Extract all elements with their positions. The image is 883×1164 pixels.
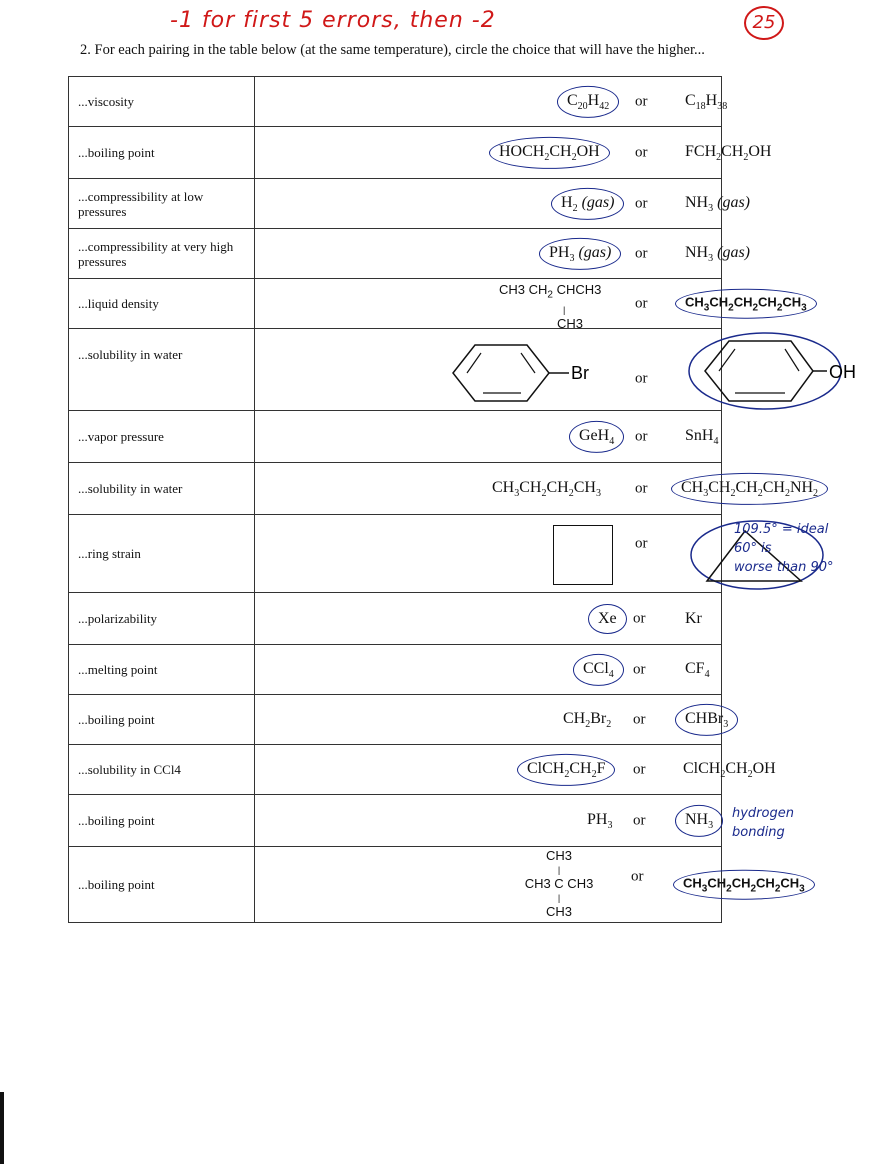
or-label: or <box>635 370 648 387</box>
left-choice[interactable]: $H_2$ (gas) <box>551 187 624 219</box>
hydroxyl-label: OH <box>829 362 856 382</box>
left-choice[interactable]: $CH_3CH_2CH_2CH_3$ <box>492 478 601 499</box>
choice-cell <box>255 645 722 695</box>
right-choice[interactable]: $CH_3CH_2CH_2CH_2CH_3$ <box>675 288 817 319</box>
phenol-structure[interactable] <box>683 331 883 411</box>
or-label: or <box>635 195 648 211</box>
property-label: ...solubility in water <box>69 463 255 515</box>
choice-cell <box>255 127 772 179</box>
left-choice[interactable]: CH3 $CH_2$ CHCH3 | CH3 <box>499 282 602 331</box>
right-choice[interactable]: Kr <box>685 609 702 627</box>
left-choice[interactable]: $PH_3$ <box>587 810 613 831</box>
table-row <box>69 795 722 847</box>
table-row <box>69 645 722 695</box>
table-row <box>69 745 722 795</box>
note-line: worse than 90° <box>734 560 834 575</box>
property-label: ...solubility in CCl4 <box>69 745 255 795</box>
right-choice[interactable]: $NH_3$ <box>675 804 723 836</box>
ring-strain-note <box>734 520 842 577</box>
table-row <box>69 77 722 127</box>
choice-cell <box>255 77 728 127</box>
note-line: 109.5° = ideal <box>734 522 829 537</box>
table-row <box>69 593 722 645</box>
grading-note: -1 for first 5 errors, then -2 <box>170 8 496 33</box>
or-label: or <box>633 711 646 727</box>
bromine-label: Br <box>571 363 589 383</box>
choice-cell <box>255 411 722 463</box>
or-label: or <box>635 144 648 160</box>
right-choice[interactable]: $CH_3CH_2CH_2CH_2CH_3$ <box>673 869 815 900</box>
choice-cell <box>255 279 807 331</box>
or-label: or <box>633 661 646 677</box>
choice-cell <box>255 463 819 515</box>
choice-cell <box>255 515 722 593</box>
left-choice[interactable]: CCl$_4$ <box>573 653 624 685</box>
table-row <box>69 127 722 179</box>
right-choice[interactable]: $NH_3$ (gas) <box>685 243 750 264</box>
left-choice[interactable]: $HOCH_2CH_2OH$ <box>489 136 610 168</box>
choice-cell <box>255 695 729 745</box>
right-choice[interactable]: $FCH_2CH_2OH$ <box>685 142 772 163</box>
or-label: or <box>635 428 648 444</box>
right-choice[interactable]: $CH_3CH_2CH_2CH_2NH_2$ <box>671 472 828 504</box>
right-choice[interactable]: $ClCH_2CH_2OH$ <box>683 759 776 780</box>
right-choice[interactable]: $NH_3$ (gas) <box>685 193 750 214</box>
choice-cell <box>255 795 722 847</box>
property-label: ...liquid density <box>69 279 255 329</box>
property-label: ...vapor pressure <box>69 411 255 463</box>
note-line: hydrogen <box>732 806 794 821</box>
left-choice[interactable]: $PH_3$ (gas) <box>539 237 621 269</box>
or-label: or <box>633 812 646 828</box>
choice-cell <box>255 745 776 795</box>
or-label: or <box>633 761 646 777</box>
property-label: ...melting point <box>69 645 255 695</box>
property-label: ...polarizability <box>69 593 255 645</box>
or-label: or <box>635 245 648 261</box>
property-label: ...solubility in water <box>69 329 255 411</box>
table-row <box>69 847 722 923</box>
property-label: ...boiling point <box>69 847 255 923</box>
property-label: ...viscosity <box>69 77 255 127</box>
table-row <box>69 695 722 745</box>
right-choice[interactable]: $CF_4$ <box>685 659 710 680</box>
left-choice[interactable]: $C_{20}H_{42}$ <box>557 85 619 117</box>
table-row <box>69 329 722 411</box>
choice-cell <box>255 179 750 229</box>
choice-cell <box>255 329 856 411</box>
table-row <box>69 411 722 463</box>
table-row <box>69 229 722 279</box>
table-row <box>69 515 722 593</box>
property-label: ...boiling point <box>69 695 255 745</box>
note-line: bonding <box>732 825 785 840</box>
property-label: ...compressibility at very high pressures <box>69 229 255 279</box>
property-label: ...ring strain <box>69 515 255 593</box>
property-label: ...boiling point <box>69 127 255 179</box>
note-line: 60° is <box>734 541 772 556</box>
or-label: or <box>635 93 648 109</box>
left-choice[interactable]: Xe <box>588 604 627 634</box>
left-choice[interactable]: GeH$_4$ <box>569 420 624 452</box>
hydrogen-bonding-note <box>732 804 840 842</box>
left-choice[interactable]: $CH_2Br_2$ <box>563 709 612 730</box>
score-badge: 25 <box>744 6 784 40</box>
table-row <box>69 279 722 329</box>
bromobenzene-structure[interactable] <box>445 339 605 405</box>
or-label: or <box>633 610 646 626</box>
property-label: ...boiling point <box>69 795 255 847</box>
question-text: 2. For each pairing in the table below (at the same temperature), circle the choice that will have the higher... <box>80 42 705 58</box>
or-label: or <box>635 295 648 311</box>
or-label: or <box>635 535 648 552</box>
scan-edge <box>0 1092 4 1164</box>
table-row <box>69 179 722 229</box>
left-choice[interactable]: $ClCH_2CH_2F$ <box>517 753 615 785</box>
choice-cell <box>255 847 805 923</box>
cyclobutane-square[interactable] <box>553 525 613 585</box>
property-label: ...compressibility at low pressures <box>69 179 255 229</box>
or-label: or <box>635 480 648 496</box>
right-choice[interactable]: CHBr$_3$ <box>675 703 738 735</box>
choice-cell <box>255 593 722 645</box>
right-choice[interactable]: $C_{18}H_{38}$ <box>685 91 728 112</box>
right-choice[interactable]: SnH$_4$ <box>685 426 719 447</box>
choice-cell <box>255 229 750 279</box>
table-row <box>69 463 722 515</box>
or-label: or <box>631 868 644 885</box>
left-choice[interactable]: CH3 | CH3 C CH3 | CH3 <box>524 848 594 919</box>
